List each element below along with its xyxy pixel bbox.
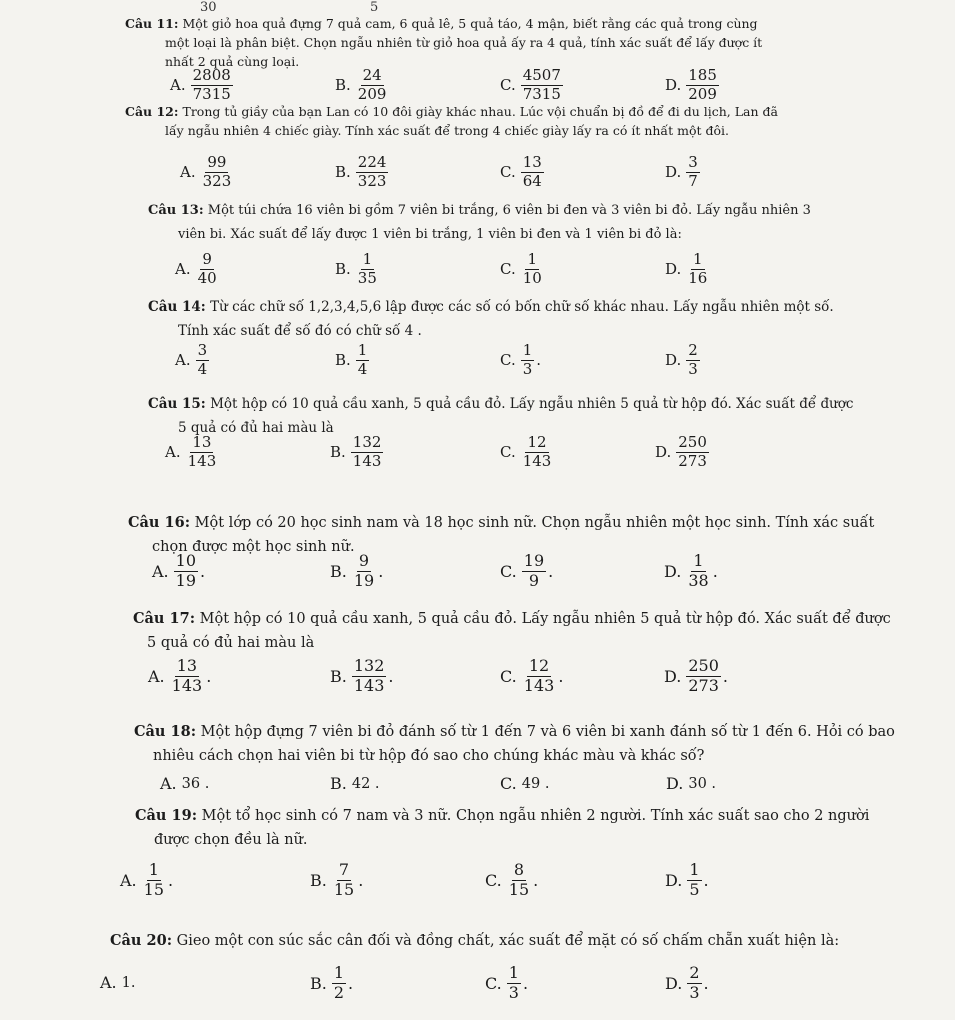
option-letter: B. — [330, 561, 347, 581]
question-line-text: Một túi chứa 16 viên bi gồm 7 viên bi trắng, 6 viên bi đen và 3 viên bi đỏ. Lấy ngẫu nhiên 3 — [207, 203, 811, 218]
fraction-denominator: 143 — [523, 675, 555, 695]
option-letter: C. — [500, 561, 517, 581]
option-letter: A. — [100, 973, 117, 992]
option-fraction — [522, 553, 546, 590]
option-letter: D. — [665, 973, 683, 993]
answer-option-c[interactable] — [500, 435, 553, 470]
fraction-numerator: 13 — [192, 433, 212, 451]
answer-option-d[interactable] — [655, 435, 709, 470]
fraction-numerator: 1 — [362, 250, 373, 268]
option-fraction — [170, 658, 205, 695]
fraction-denominator: 143 — [522, 451, 552, 470]
question-line: nhiêu cách chọn hai viên bi từ hộp đó sao cho chúng khác màu và khác số? — [153, 748, 705, 764]
answer-option-d[interactable] — [665, 155, 700, 190]
answer-option-b[interactable] — [330, 435, 383, 470]
option-fraction — [686, 343, 700, 378]
option-letter: D. — [666, 774, 684, 793]
option-value: 1. — [121, 974, 136, 991]
option-punctuation: . — [522, 973, 529, 993]
fraction-numerator: 2 — [689, 963, 700, 982]
answer-option-c[interactable] — [500, 774, 549, 793]
option-fraction — [676, 435, 709, 470]
answer-option-b[interactable] — [335, 68, 388, 103]
option-letter: B. — [330, 774, 347, 793]
fraction-denominator: 4 — [197, 359, 208, 378]
answer-options — [0, 252, 955, 292]
option-punctuation: . — [536, 351, 542, 370]
fraction-denominator: 143 — [353, 675, 385, 695]
fraction-denominator: 323 — [202, 171, 232, 190]
option-fraction — [507, 862, 531, 899]
option-fraction — [522, 658, 557, 695]
question-line — [135, 804, 869, 828]
answer-option-b[interactable] — [335, 252, 379, 287]
option-value: 49 . — [521, 775, 550, 792]
answer-option-a[interactable] — [175, 343, 209, 378]
option-punctuation: . — [533, 870, 539, 890]
question-line-text: Gieo một con súc sắc cân đối và đồng chất, xác suất để mặt có số chấm chẵn xuất hiện là: — [176, 933, 840, 949]
answer-option-d[interactable] — [665, 68, 719, 103]
option-punctuation: . — [378, 561, 384, 581]
fraction-numerator: 250 — [688, 656, 719, 675]
fraction-numerator: 1 — [357, 341, 368, 359]
answer-option-b[interactable] — [330, 553, 383, 590]
question-label: Câu 14: — [148, 299, 206, 315]
question-text — [148, 199, 811, 247]
option-value: 36 . — [181, 775, 210, 792]
option-fraction — [686, 658, 721, 695]
question-text — [125, 102, 778, 140]
answer-option-a[interactable] — [100, 973, 135, 992]
option-letter: B. — [330, 666, 347, 686]
option-letter: B. — [335, 163, 351, 182]
option-letter: A. — [170, 76, 186, 95]
fraction-numerator: 1 — [333, 963, 345, 982]
option-punctuation: . — [703, 973, 709, 993]
fraction-denominator: 323 — [357, 171, 387, 190]
fraction-denominator: 3 — [522, 359, 533, 378]
option-letter: C. — [485, 973, 502, 993]
question-text — [128, 511, 874, 559]
fraction-denominator: 35 — [357, 268, 377, 287]
fraction-denominator: 19 — [175, 570, 196, 590]
fraction-numerator: 12 — [528, 656, 550, 675]
fraction-numerator: 132 — [352, 433, 382, 451]
question-line-text: Trong tủ giầy của bạn Lan có 10 đôi giày khác nhau. Lúc vội chuẩn bị đồ để đi du lịch, Lan đã — [182, 104, 778, 119]
fraction-numerator: 13 — [522, 153, 542, 171]
option-letter: A. — [180, 163, 196, 182]
fraction-denominator: 10 — [522, 268, 542, 287]
option-punctuation: . — [388, 666, 394, 686]
question-text — [148, 295, 834, 343]
fraction-denominator: 3 — [508, 982, 519, 1002]
answer-option-b[interactable] — [310, 965, 353, 1002]
answer-options — [0, 435, 955, 475]
answer-options — [0, 155, 955, 195]
question-line — [148, 392, 853, 416]
option-letter: B. — [335, 351, 351, 370]
fraction-numerator: 224 — [357, 153, 387, 171]
question-line: được chọn đều là nữ. — [154, 832, 308, 848]
answer-options — [0, 553, 955, 593]
option-fraction — [686, 68, 719, 103]
answer-option-d[interactable] — [666, 774, 716, 793]
option-punctuation: . — [206, 666, 212, 686]
option-punctuation: . — [200, 561, 206, 581]
option-punctuation: . — [548, 561, 554, 581]
option-letter: D. — [664, 561, 682, 581]
fraction-numerator: 185 — [688, 66, 717, 84]
answer-option-c[interactable] — [500, 252, 544, 287]
fraction-denominator: 16 — [688, 268, 708, 287]
fraction-numerator: 1 — [148, 860, 159, 879]
fraction-numerator: 1 — [522, 341, 533, 359]
page-number-right: 5 — [370, 0, 379, 15]
fraction-numerator: 2808 — [192, 66, 231, 84]
option-fraction — [191, 68, 233, 103]
answer-option-b[interactable] — [310, 862, 363, 899]
option-fraction — [352, 658, 387, 695]
option-letter: C. — [500, 163, 516, 182]
option-value: 42 . — [351, 775, 380, 792]
fraction-numerator: 1 — [508, 963, 519, 982]
option-punctuation: . — [703, 870, 709, 890]
option-value: 30 . — [688, 775, 717, 792]
fraction-numerator: 9 — [202, 250, 212, 268]
option-letter: D. — [655, 443, 672, 462]
option-letter: B. — [310, 870, 327, 890]
option-fraction — [521, 435, 554, 470]
fraction-numerator: 99 — [207, 153, 227, 171]
answer-option-a[interactable] — [148, 658, 211, 695]
fraction-numerator: 13 — [176, 656, 198, 675]
question-line-text: Một hộp có 10 quả cầu xanh, 5 quả cầu đỏ. Lấy ngẫu nhiên 5 quả từ hộp đó. Xác suất để được — [210, 396, 854, 412]
question-line: chọn được một học sinh nữ. — [152, 539, 355, 555]
option-fraction — [356, 155, 389, 190]
option-fraction — [174, 553, 198, 590]
fraction-denominator: 38 — [688, 570, 709, 590]
answer-option-a[interactable] — [175, 252, 219, 287]
fraction-denominator: 15 — [508, 879, 530, 899]
option-letter: B. — [310, 973, 327, 993]
option-punctuation: . — [168, 870, 174, 890]
option-fraction — [521, 155, 544, 190]
answer-option-c[interactable] — [500, 658, 563, 695]
fraction-denominator: 9 — [528, 570, 540, 590]
option-fraction — [352, 553, 376, 590]
question-line — [125, 14, 762, 33]
option-letter: D. — [665, 163, 682, 182]
question-text — [110, 929, 839, 953]
question-line-text: Một lớp có 20 học sinh nam và 18 học sinh nữ. Chọn ngẫu nhiên một học sinh. Tính xác suất — [194, 515, 875, 531]
fraction-numerator: 250 — [678, 433, 707, 451]
answer-option-a[interactable] — [165, 435, 218, 470]
option-letter: B. — [335, 76, 351, 95]
option-fraction — [521, 68, 563, 103]
fraction-denominator: 3 — [688, 359, 698, 378]
answer-option-a[interactable] — [180, 155, 233, 190]
option-letter: A. — [152, 561, 169, 581]
fraction-numerator: 3 — [197, 341, 208, 359]
answer-option-c[interactable] — [485, 862, 538, 899]
fraction-denominator: 15 — [333, 879, 355, 899]
answer-option-b[interactable] — [335, 343, 369, 378]
option-letter: C. — [500, 260, 516, 279]
option-fraction — [196, 252, 219, 287]
fraction-numerator: 1 — [689, 860, 700, 879]
question-line-text: Một hộp có 10 quả cầu xanh, 5 quả cầu đỏ. Lấy ngẫu nhiên 5 quả từ hộp đó. Xác suất để được — [199, 611, 891, 627]
option-letter: C. — [485, 870, 502, 890]
option-punctuation: . — [348, 973, 354, 993]
question-line — [125, 102, 778, 121]
fraction-numerator: 12 — [527, 433, 547, 451]
question-line: 5 quả có đủ hai màu là — [147, 635, 315, 651]
answer-option-c[interactable] — [500, 343, 541, 378]
question-text — [134, 720, 895, 768]
answer-option-b[interactable] — [330, 774, 380, 793]
fraction-denominator: 40 — [197, 268, 217, 287]
question-line: 5 quả có đủ hai màu là — [178, 420, 334, 436]
question-label: Câu 20: — [110, 932, 173, 949]
answer-options — [0, 658, 955, 698]
question-label: Câu 17: — [133, 610, 196, 627]
answer-option-d[interactable] — [664, 658, 728, 695]
answer-option-a[interactable] — [152, 553, 205, 590]
option-fraction — [686, 553, 710, 590]
question-line: nhất 2 quả cùng loại. — [165, 54, 300, 69]
answer-options — [0, 343, 955, 383]
option-fraction — [351, 435, 384, 470]
fraction-numerator: 7 — [338, 860, 350, 879]
question-label: Câu 15: — [148, 396, 206, 412]
answer-option-c[interactable] — [500, 553, 553, 590]
question-label: Câu 13: — [148, 203, 204, 218]
answer-option-c[interactable] — [485, 965, 528, 1002]
fraction-numerator: 1 — [693, 250, 703, 268]
option-letter: D. — [664, 666, 682, 686]
option-letter: B. — [330, 443, 346, 462]
fraction-numerator: 3 — [688, 153, 698, 171]
option-letter: D. — [665, 870, 683, 890]
option-fraction — [521, 252, 544, 287]
option-punctuation: . — [722, 666, 728, 686]
question-line — [133, 607, 891, 631]
question-line: lấy ngẫu nhiên 4 chiếc giày. Tính xác suất để trong 4 chiếc giày lấy ra có ít nhất một đôi. — [165, 123, 729, 138]
option-letter: A. — [165, 443, 181, 462]
fraction-numerator: 19 — [523, 551, 545, 570]
question-line: viên bi. Xác suất để lấy được 1 viên bi trắng, 1 viên bi đen và 1 viên bi đỏ là: — [178, 227, 682, 242]
question-line — [128, 511, 874, 535]
option-letter: D. — [665, 351, 682, 370]
option-fraction — [142, 862, 166, 899]
answer-option-d[interactable] — [665, 965, 709, 1002]
question-text — [125, 14, 762, 71]
fraction-denominator: 143 — [187, 451, 217, 470]
fraction-denominator: 209 — [688, 84, 717, 103]
question-line — [148, 199, 811, 223]
fraction-numerator: 9 — [358, 551, 370, 570]
page-number-left: 30 — [200, 0, 217, 15]
fraction-denominator: 3 — [689, 982, 700, 1002]
option-letter: A. — [160, 774, 177, 793]
fraction-denominator: 143 — [171, 675, 203, 695]
question-label: Câu 18: — [134, 723, 197, 740]
fraction-numerator: 24 — [362, 66, 382, 84]
answer-option-b[interactable] — [335, 155, 388, 190]
option-letter: C. — [500, 351, 516, 370]
option-letter: C. — [500, 774, 517, 793]
answer-option-b[interactable] — [330, 658, 393, 695]
fraction-denominator: 7 — [688, 171, 698, 190]
fraction-numerator: 4507 — [522, 66, 561, 84]
answer-option-d[interactable] — [664, 553, 718, 590]
answer-options — [0, 965, 955, 1005]
option-fraction — [521, 343, 535, 378]
answer-options — [0, 862, 955, 902]
option-letter: A. — [120, 870, 137, 890]
fraction-denominator: 273 — [678, 451, 707, 470]
option-letter: A. — [175, 260, 191, 279]
fraction-numerator: 132 — [353, 656, 385, 675]
question-line — [134, 720, 895, 744]
option-letter: A. — [175, 351, 191, 370]
fraction-denominator: 7315 — [192, 84, 231, 103]
option-punctuation: . — [358, 870, 364, 890]
answer-option-d[interactable] — [665, 862, 709, 899]
option-punctuation: . — [558, 666, 564, 686]
option-fraction — [196, 343, 210, 378]
question-line — [148, 295, 834, 319]
answer-options — [0, 766, 955, 806]
option-letter: D. — [665, 260, 682, 279]
fraction-numerator: 10 — [175, 551, 196, 570]
option-letter: C. — [500, 76, 516, 95]
fraction-denominator: 143 — [352, 451, 382, 470]
question-line: Tính xác suất để số đó có chữ số 4 . — [178, 323, 422, 339]
option-letter: A. — [148, 666, 165, 686]
question-label: Câu 11: — [125, 16, 179, 31]
option-fraction — [687, 965, 701, 1002]
option-letter: D. — [665, 76, 682, 95]
option-letter: C. — [500, 443, 516, 462]
fraction-numerator: 1 — [527, 250, 538, 268]
option-fraction — [332, 965, 346, 1002]
question-text — [135, 804, 869, 852]
option-fraction — [686, 155, 700, 190]
option-letter: C. — [500, 666, 517, 686]
option-fraction — [356, 68, 389, 103]
question-label: Câu 16: — [128, 514, 191, 531]
fraction-denominator: 15 — [143, 879, 164, 899]
answer-option-a[interactable] — [170, 68, 233, 103]
fraction-denominator: 64 — [522, 171, 542, 190]
question-text — [133, 607, 891, 655]
question-line-text: Một tổ học sinh có 7 nam và 3 nữ. Chọn ngẫu nhiên 2 người. Tính xác suất sao cho 2 người — [201, 808, 870, 824]
option-fraction — [201, 155, 234, 190]
question-line: một loại là phân biệt. Chọn ngẫu nhiên từ giỏ hoa quả ấy ra 4 quả, tính xác suất để lấy được ít — [165, 35, 763, 50]
option-fraction — [507, 965, 521, 1002]
option-fraction — [186, 435, 219, 470]
fraction-denominator: 4 — [357, 359, 368, 378]
option-punctuation: . — [712, 561, 718, 581]
question-label: Câu 12: — [125, 104, 179, 119]
fraction-denominator: 5 — [689, 879, 700, 899]
question-line — [110, 929, 839, 953]
question-label: Câu 19: — [135, 807, 198, 824]
option-fraction — [686, 252, 709, 287]
fraction-numerator: 2 — [688, 341, 698, 359]
answer-option-d[interactable] — [665, 343, 700, 378]
fraction-numerator: 1 — [693, 551, 704, 570]
question-line-text: Một giỏ hoa quả đựng 7 quả cam, 6 quả lê, 5 quả táo, 4 mận, biết rằng các quả trong cùng — [182, 16, 758, 31]
fraction-denominator: 7315 — [522, 84, 561, 103]
option-fraction — [356, 343, 370, 378]
fraction-denominator: 209 — [357, 84, 387, 103]
fraction-denominator: 273 — [688, 675, 719, 695]
question-line-text: Từ các chữ số 1,2,3,4,5,6 lập được các số có bốn chữ số khác nhau. Lấy ngẫu nhiên một số. — [210, 299, 834, 315]
option-fraction — [687, 862, 701, 899]
fraction-denominator: 19 — [353, 570, 375, 590]
answer-option-a[interactable] — [160, 774, 209, 793]
question-text — [148, 392, 853, 440]
option-fraction — [356, 252, 379, 287]
question-line-text: Một hộp đựng 7 viên bi đỏ đánh số từ 1 đến 7 và 6 viên bi xanh đánh số từ 1 đến 6. Hỏi có bao — [200, 724, 895, 740]
fraction-numerator: 8 — [513, 860, 525, 879]
option-letter: B. — [335, 260, 351, 279]
answer-option-a[interactable] — [120, 862, 173, 899]
answer-option-d[interactable] — [665, 252, 709, 287]
answer-option-c[interactable] — [500, 155, 544, 190]
answer-option-c[interactable] — [500, 68, 563, 103]
option-fraction — [332, 862, 356, 899]
fraction-denominator: 2 — [333, 982, 345, 1002]
